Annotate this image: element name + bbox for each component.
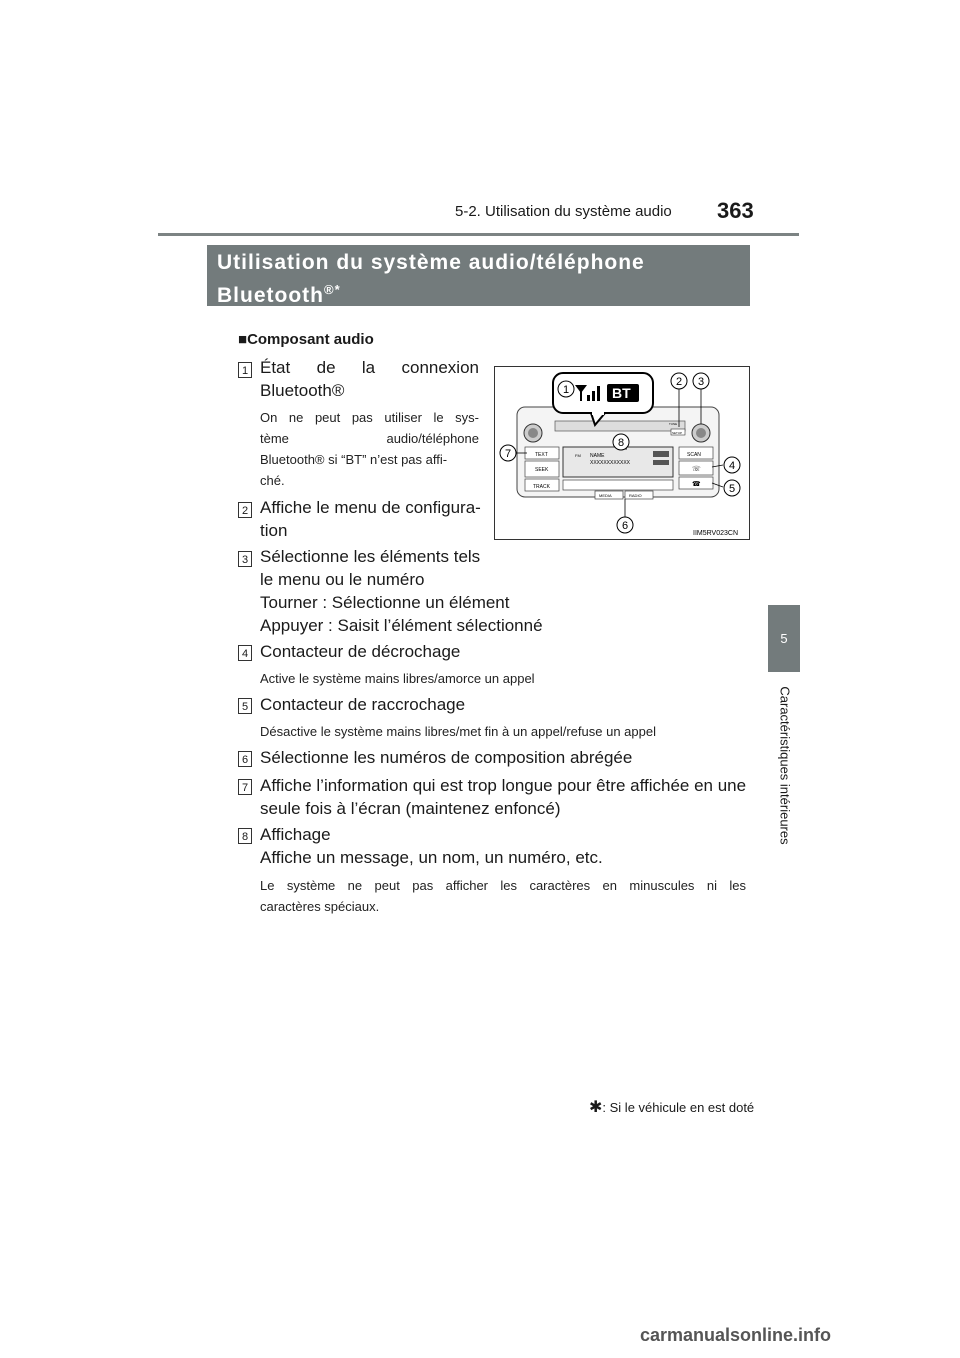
item-8-note-2: caractères spéciaux.	[260, 899, 380, 914]
bt-indicator-label: BT	[612, 385, 631, 401]
item-number: 6	[238, 751, 252, 767]
item-1-note-3: Bluetooth® si “BT” n’est pas affi-	[260, 452, 448, 467]
chapter-label-text: Caractéristiques intérieures	[777, 686, 793, 845]
item-3-line-1: Sélectionne les éléments tels	[260, 547, 481, 566]
media-button-label: MEDIA	[599, 493, 612, 498]
off-hook-icon: ☏	[692, 465, 701, 473]
item-7-line-1: Affiche l’information qui est trop longue pour être affichée en une	[260, 776, 747, 795]
footnote-text: : Si le véhicule en est doté	[602, 1100, 755, 1115]
item-number: 4	[238, 645, 252, 661]
item-5-line-1: Contacteur de raccrochage	[260, 695, 466, 714]
item-5-note: Désactive le système mains libres/met fin à un appel/refuse un appel	[260, 724, 656, 739]
seek-button-label: SEEK	[535, 467, 549, 473]
item-1-note-1: On ne peut pas utiliser le sys-	[260, 410, 479, 425]
callout-1: 1	[563, 384, 570, 396]
chapter-label	[735, 688, 835, 848]
item-1-note-4: ché.	[260, 473, 285, 488]
item-number: 1	[238, 362, 252, 378]
callout-7: 7	[505, 448, 512, 460]
item-1-line-1: État de la connexion	[260, 358, 479, 377]
track-button-label: TRACK	[533, 484, 550, 490]
setup-button-label: SETUP	[672, 431, 683, 435]
text-button-label: TEXT	[535, 452, 548, 458]
callout-4: 4	[729, 460, 736, 472]
radio-button-label: RADIO	[629, 493, 642, 498]
item-number: 7	[238, 779, 252, 795]
asterisk-icon: ✱	[589, 1099, 603, 1116]
item-1-line-2: Bluetooth®	[260, 381, 345, 400]
chapter-tab[interactable]: 5	[768, 605, 800, 672]
audio-panel-figure	[494, 366, 750, 540]
title-line-2-text: Bluetooth	[217, 284, 324, 307]
watermark: carmanualsonline.info	[640, 1325, 832, 1345]
item-1-note-2: tème audio/téléphone	[260, 431, 479, 446]
tune-scroll-label: TUNE	[669, 422, 678, 426]
header-section-title: 5-2. Utilisation du système audio	[455, 203, 672, 220]
item-number: 5	[238, 698, 252, 714]
callout-8: 8	[618, 437, 625, 449]
on-hook-icon: ☎	[692, 480, 701, 488]
title-star: *	[334, 282, 341, 297]
header-rule	[158, 233, 799, 236]
item-8-note-1: Le système ne peut pas afficher les caractères en minuscules ni les	[260, 878, 746, 893]
item-4-note: Active le système mains libres/amorce un appel	[260, 671, 535, 686]
item-number: 3	[238, 551, 252, 567]
item-8-line-2: Affiche un message, un nom, un numéro, etc.	[260, 848, 603, 867]
item-3-line-2: le menu ou le numéro	[260, 570, 425, 589]
display-name: NAME	[590, 453, 605, 459]
item-3-line-3: Tourner : Sélectionne un élément	[260, 593, 510, 612]
callout-6: 6	[622, 520, 629, 532]
title-line-1: Utilisation du système audio/téléphone	[217, 251, 645, 274]
item-number: 2	[238, 502, 252, 518]
section-heading	[238, 331, 374, 348]
item-6-line-1: Sélectionne les numéros de composition abrégée	[260, 748, 633, 767]
item-2-line-2: tion	[260, 521, 288, 540]
item-8-line-1: Affichage	[260, 825, 331, 844]
display-number: XXXXXXXXXXXX	[590, 460, 631, 466]
item-number: 8	[238, 828, 252, 844]
audio-panel-illustration	[495, 367, 749, 539]
display-fm: FM	[575, 453, 581, 458]
page-number: 363	[717, 198, 754, 223]
section-heading-text: Composant audio	[247, 331, 374, 348]
page-title	[207, 245, 750, 306]
figure-code: IIM5RV023CN	[693, 530, 739, 537]
square-bullet-icon: ■	[238, 331, 248, 348]
title-line-2	[217, 276, 740, 309]
item-7-line-2: seule fois à l’écran (maintenez enfoncé)	[260, 799, 561, 818]
callout-2: 2	[676, 376, 683, 388]
footnote	[589, 1097, 754, 1117]
item-3-line-4: Appuyer : Saisit l’élément sélectionné	[260, 616, 543, 635]
scan-button-label: SCAN	[687, 452, 701, 458]
item-4-line-1: Contacteur de décrochage	[260, 642, 461, 661]
callout-5: 5	[729, 483, 736, 495]
callout-3: 3	[698, 376, 705, 388]
title-reg-mark: ®	[323, 282, 335, 297]
item-2-line-1: Affiche le menu de configura-	[260, 498, 481, 517]
